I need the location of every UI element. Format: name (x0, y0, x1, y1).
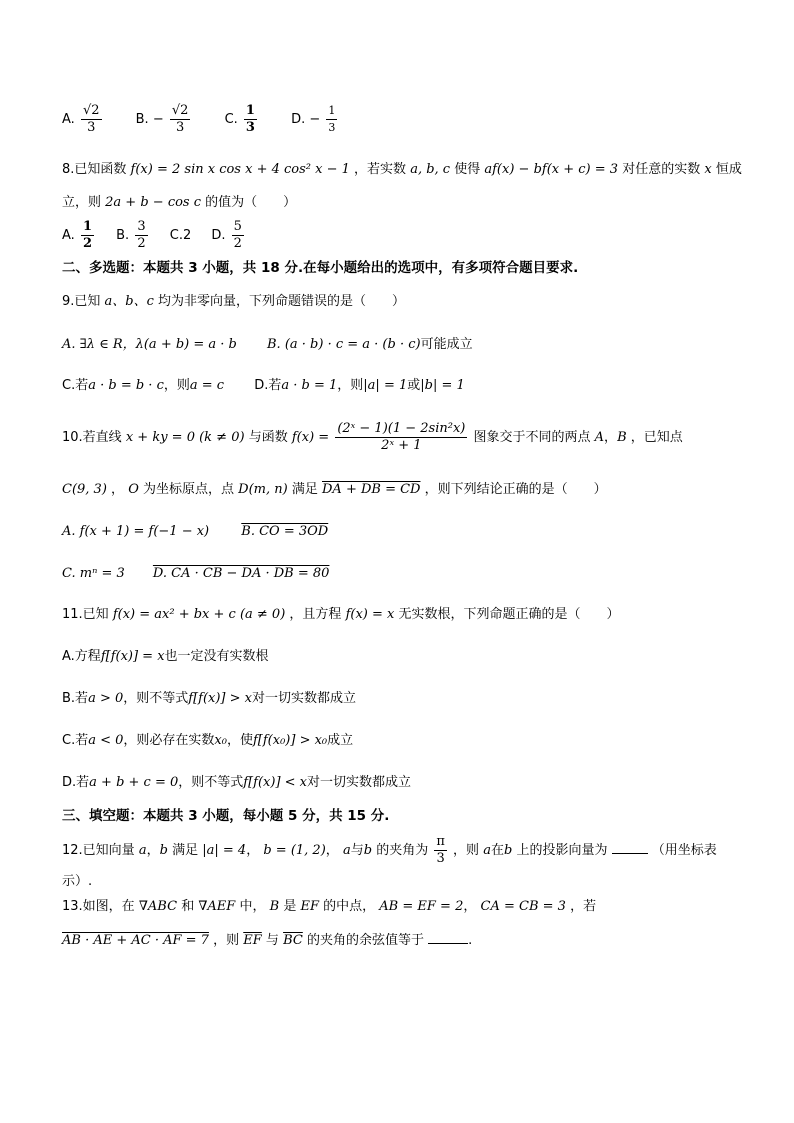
q9-option-c: C.若a · b = b · c，则a = c (62, 378, 225, 393)
q11-option-b: B.若a > 0，则不等式f[f(x)] > x对一切实数都成立 (62, 691, 357, 706)
q7-d-den: 3 (328, 121, 336, 134)
q12-angle-fraction: $\frac{\pi}{3}$ (436, 834, 445, 866)
q8-option-d: D. $\frac{5}{2}$ (211, 219, 242, 251)
q7-a-num: √2 (82, 103, 100, 118)
q7-option-a: A. $\frac{√2}{3}$ (62, 103, 100, 135)
q9-option-d: D.若a · b = 1，则|a| = 1或|b| = 1 (254, 378, 465, 393)
q10-options-cd (62, 564, 329, 584)
section3-heading: 三、填空题：本题共 3 小题，每小题 5 分，共 15 分. (62, 808, 390, 824)
q9-options-ab (62, 335, 473, 355)
q11-option-a: A.方程f[f(x)] = x也一定没有实数根 (62, 649, 269, 664)
q9-option-a: A. ∃λ ∈ R，λ(a + b) = a · b (62, 337, 237, 352)
q10-option-c: C. mⁿ = 3 (62, 566, 125, 581)
q7-d-num: 1 (326, 103, 337, 120)
q9-options-cd (62, 376, 465, 396)
q13-answer-blank[interactable] (428, 943, 468, 944)
q8-expression: 2a + b − cos c (105, 195, 202, 210)
q7-b-num: √2 (171, 103, 189, 118)
q13-stem-line1: 13.如图，在 ∇ABC 和 ∇AEF 中， B 是 EF 的中点， AB = EF = 2， CA = CB = 3 ，若 (62, 899, 597, 914)
q8-options (62, 218, 274, 254)
q10-option-d: D. CA · CB − DA · DB = 80 (152, 566, 330, 581)
q11-option-d: D.若a + b + c = 0，则不等式f[f(x)] < x对一切实数都成立 (62, 775, 412, 790)
q10-function-fraction: $\frac{\text{(2ˣ − 1)(1 − 2sin²x)}}{\text{2ˣ + 1}}$ (337, 421, 466, 453)
q7-b-den: 3 (176, 120, 185, 135)
q10-stem-line2: C(9, 3) ， O 为坐标原点，点 D(m, n) 满足 DA + DB = CD ，则下列结论正确的是（ ） (62, 482, 607, 497)
q12-stem-line1: 12.已知向量 a，b 满足 |a| = 4， b = (1, 2)， a与b 的夹角为 $\frac{\pi}{3}$ ，则 a在b 上的投影向量为 （用坐标表 (62, 834, 717, 866)
q9-stem: 9.已知 a、b、c 均为非零向量，下列命题错误的是（ ） (62, 294, 406, 309)
q11-option-c: C.若a < 0，则必存在实数x₀，使f[f(x₀)] > x₀成立 (62, 733, 354, 748)
q8-equation: af(x) − bf(x + c) = 3 (484, 162, 619, 177)
q7-c-num: 1 (245, 103, 255, 118)
q7-c-den: 3 (245, 120, 255, 135)
q8-stem-line2: 立，则 2a + b − cos c 的值为（ ） (62, 195, 297, 210)
q8-option-c: C.2 (169, 228, 192, 243)
q7-option-c: C. $\frac{1}{3}$ (224, 103, 255, 135)
q11-stem: 11.已知 f(x) = ax² + bx + c (a ≠ 0) ，且方程 f(x) = x 无实数根，下列命题正确的是（ ） (62, 607, 620, 622)
q7-option-b: B. − $\frac{√2}{3}$ (135, 103, 189, 135)
q10-option-a: A. f(x + 1) = f(−1 − x) (62, 524, 210, 539)
q12-stem-line2: 示）. (62, 874, 93, 889)
q7-a-den: 3 (87, 120, 96, 135)
q8-function: f(x) = 2 sin x cos x + 4 cos² x − 1 (130, 162, 350, 177)
q10-option-b: B. CO = 3OD (241, 524, 329, 539)
q8-stem-line1: 8.已知函数 f(x) = 2 sin x cos x + 4 cos² x − 1 ，若实数 a, b, c 使得 af(x) − bf(x + c) = 3 对任意的实数 x 恒成 (62, 162, 742, 177)
q7-options (62, 102, 367, 138)
q12-answer-blank[interactable] (612, 853, 648, 854)
q8-option-b: B. $\frac{3}{2}$ (116, 219, 146, 251)
q8-option-a: A. $\frac{1}{2}$ (62, 219, 92, 251)
q7-option-d: D. − $\frac{1}{3}$ (291, 104, 336, 134)
q9-option-b: B. (a · b) · c = a · (b · c)可能成立 (267, 337, 473, 352)
q10-options-ab (62, 522, 328, 542)
q10-stem-line1: 10.若直线 x + ky = 0 (k ≠ 0) 与函数 f(x) = $\frac{\text{(2ˣ − 1)(1 − 2sin²x)}}{\text{2ˣ + 1}}$ 图象交于不同的两点 A，B ，已知点 (62, 421, 683, 453)
q13-stem-line2: AB · AE + AC · AF = 7 ，则 $\overline{EF}$ 与 $\overline{BC}$ 的夹角的余弦值等于 . (62, 933, 473, 948)
section2-heading: 二、多选题：本题共 3 小题，共 18 分.在每小题给出的选项中，有多项符合题目要求. (62, 260, 579, 276)
